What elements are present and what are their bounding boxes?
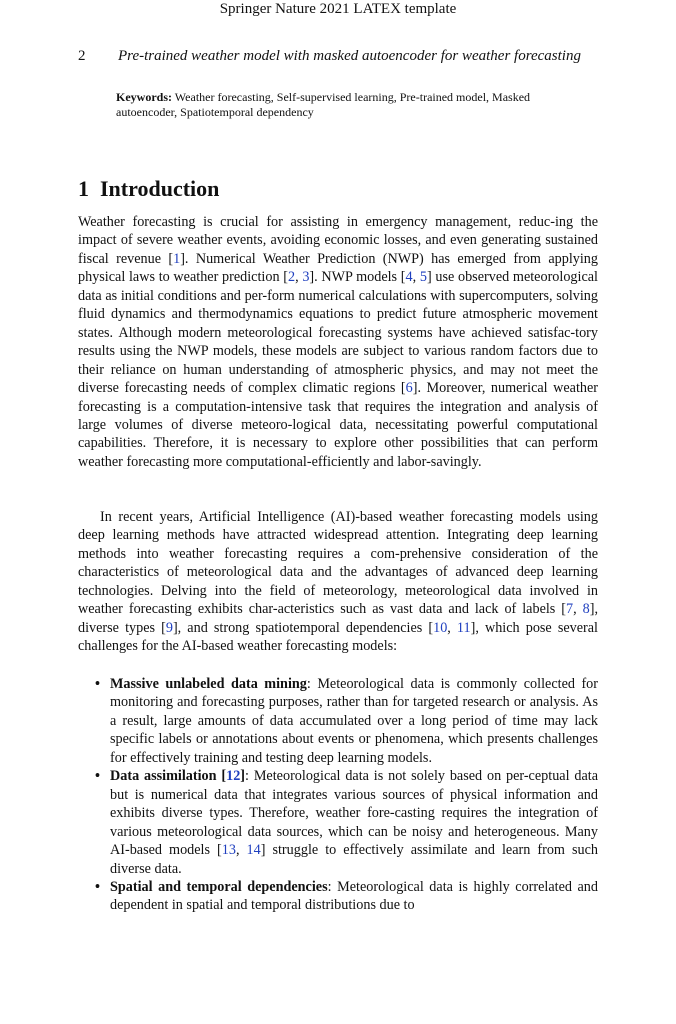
keywords-block bbox=[116, 90, 576, 120]
list-item-text: : Meteorological data is not solely based on per-ceptual data but is numerical data that integrates various sources of physical information and exhibits diverse types. Therefore, weather fore-casting requires the integration of various meteorological data sources, which can be noisy and heterogeneous. Many AI-based models [ bbox=[110, 768, 598, 859]
paragraph-text: , bbox=[573, 601, 583, 618]
citation-link[interactable]: 3 bbox=[302, 269, 310, 286]
citation-link[interactable]: 13 bbox=[221, 842, 236, 859]
paragraph-text: ], which pose several challenges for the AI-based weather forecasting models: bbox=[78, 619, 598, 655]
list-item bbox=[78, 878, 598, 915]
paragraph-text: In recent years, Artificial Intelligence (AI)-based weather forecasting models using deep learning methods have attracted widespread attention. Integrating deep learning methods into weather forecasting requires a com-prehensive consideration of the characteristics of meteorological data and the advantages of advanced deep learning technologies. Delving into the field of meteorology, meteorological data involved in weather forecasting exhibits char-acteristics such as vast data and lack of labels [ bbox=[78, 509, 598, 618]
citation-link[interactable]: 12 bbox=[226, 768, 241, 785]
paragraph-text: ]. NWP models [ bbox=[309, 269, 406, 286]
list-item bbox=[78, 767, 598, 878]
paragraph-text: ], diverse types [ bbox=[78, 601, 599, 636]
paragraph-text: , bbox=[295, 269, 303, 286]
paragraph-text: , bbox=[447, 619, 457, 636]
citation-link[interactable]: 14 bbox=[246, 842, 261, 859]
section-heading bbox=[78, 176, 219, 202]
list-item-text: : Meteorological data is highly correlated and dependent in spatial and temporal distributions due to bbox=[110, 878, 598, 914]
section-number: 1 bbox=[78, 176, 89, 201]
keywords-label: Keywords: bbox=[116, 90, 172, 104]
paragraph-text: , bbox=[412, 269, 420, 286]
bullet-icon: • bbox=[95, 878, 100, 895]
citation-link[interactable]: 8 bbox=[582, 601, 590, 618]
paper-title: Pre-trained weather model with masked autoencoder for weather forecasting bbox=[118, 48, 581, 64]
bullet-icon: • bbox=[95, 676, 100, 692]
citation-link[interactable]: 1 bbox=[173, 250, 181, 267]
paragraph-text: ] use observed meteorological data as initial conditions and per-form numerical calculations with supercomputers, solving fluid dynamics and thermodynamics equations to predict future atmospheric movement states. Although modern meteorological forecasting systems have achieved satisfac-tory results using the NWP models, these models are subject to various random factors due to their reliance on human understanding of atmospheric physics, and may not meet the diverse forecasting needs of complex climatic regions [ bbox=[78, 269, 599, 397]
list-item-title bbox=[110, 768, 245, 784]
citation-link[interactable]: 10 bbox=[433, 619, 448, 636]
paragraph-2 bbox=[78, 508, 598, 656]
page-number: 2 bbox=[78, 48, 86, 64]
citation-link[interactable]: 9 bbox=[165, 619, 173, 636]
citation-link[interactable]: 6 bbox=[405, 380, 413, 397]
list-item-text: , bbox=[235, 842, 247, 859]
list-item-text: : Meteorological data is commonly collected for monitoring and forecasting purposes, rather than for targeted research or analysis. As a result, large amounts of data accumulated over a long period of time may lack specific labels or annotations about events or phenomena, which presents challenges for effectively training and testing deep learning models. bbox=[110, 676, 598, 766]
paragraph-text: ], and strong spatiotemporal dependencies [ bbox=[172, 619, 434, 636]
paragraph-1 bbox=[78, 213, 598, 471]
keywords-text: Weather forecasting, Self-supervised learning, Pre-trained model, Masked autoencoder, Spatiotemporal dependency bbox=[116, 90, 531, 119]
paragraph-text: ]. Numerical Weather Prediction (NWP) has emerged from applying physical laws to weather prediction [ bbox=[78, 250, 598, 286]
list-item-title: Spatial and temporal dependencies bbox=[110, 878, 328, 895]
list-item-title-text: Data assimilation [ bbox=[110, 768, 227, 785]
citation-link[interactable]: 4 bbox=[405, 269, 413, 286]
citation-link[interactable]: 2 bbox=[287, 269, 296, 286]
challenge-list bbox=[78, 675, 598, 915]
bullet-icon: • bbox=[95, 768, 100, 785]
citation-link[interactable]: 5 bbox=[419, 269, 427, 286]
page-header bbox=[78, 48, 608, 68]
list-item-text: ] struggle to effectively assimilate and learn from such diverse data. bbox=[110, 842, 598, 877]
paragraph-text: Weather forecasting is crucial for assisting in emergency management, reduc-ing the impact of severe weather events, avoiding economic losses, and even generating sustained fiscal revenue [ bbox=[78, 214, 598, 267]
paragraph-text: ]. Moreover, numerical weather forecasting is a computation-intensive task that requires the integration and analysis of large volumes of diverse meteoro-logical data, necessitating powerful computational capabilities. Therefore, it is necessary to explore other possibilities that can perform weather forecasting more computational-efficiently and labor-savingly. bbox=[78, 380, 599, 470]
list-item-title-text: ] bbox=[240, 768, 246, 785]
section-title: Introduction bbox=[100, 176, 220, 201]
running-head: Springer Nature 2021 LATEX template bbox=[219, 1, 457, 17]
citation-link[interactable]: 7 bbox=[566, 601, 574, 618]
list-item bbox=[78, 675, 598, 767]
list-item-title: Massive unlabeled data mining bbox=[110, 676, 307, 692]
citation-link[interactable]: 11 bbox=[456, 619, 471, 636]
